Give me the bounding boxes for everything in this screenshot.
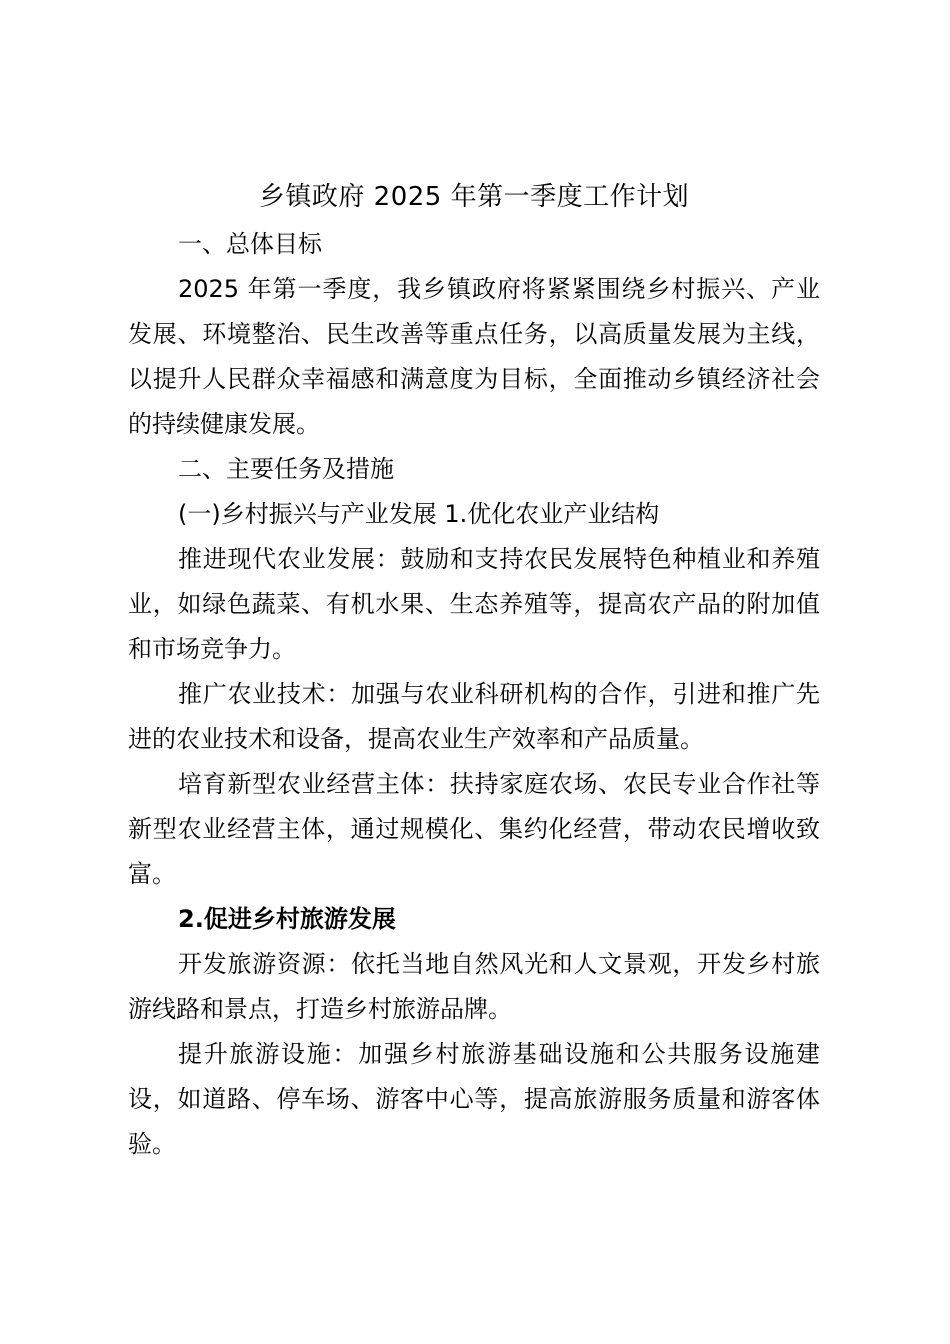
paragraph-tourism-facilities: 提升旅游设施：加强乡村旅游基础设施和公共服务设施建设，如道路、停车场、游客中心等，提高旅游服务质量和游客体验。: [128, 1040, 820, 1158]
paragraph-new-business-entities: 培育新型农业经营主体：扶持家庭农场、农民专业合作社等新型农业经营主体，通过规模化、集约化经营，带动农民增收致富。: [128, 770, 820, 888]
paragraph-agricultural-technology: 推广农业技术：加强与农业科研机构的合作，引进和推广先进的农业技术和设备，提高农业生产效率和产品质量。: [128, 680, 820, 753]
paragraph-tourism-resources: 开发旅游资源：依托当地自然风光和人文景观，开发乡村旅游线路和景点，打造乡村旅游品牌。: [128, 950, 820, 1023]
subsection-heading-rural-tourism: 2.促进乡村旅游发展: [178, 905, 396, 933]
paragraph-overall-goal: 2025 年第一季度，我乡镇政府将紧紧围绕乡村振兴、产业发展、环境整治、民生改善等重点任务，以高质量发展为主线，以提升人民群众幸福感和满意度为目标，全面推动乡镇经济社会的持续健康发展。: [128, 275, 820, 438]
document-title: 乡镇政府 2025 年第一季度工作计划: [258, 182, 690, 212]
document-page: [128, 172, 820, 1167]
section-heading-overall-goal: 一、总体目标: [178, 230, 322, 258]
subsection-heading-rural-revitalization: (一)乡村振兴与产业发展 1.优化农业产业结构: [178, 500, 660, 528]
paragraph-modern-agriculture: 推进现代农业发展：鼓励和支持农民发展特色种植业和养殖业，如绿色蔬菜、有机水果、生态养殖等，提高农产品的附加值和市场竞争力。: [128, 545, 820, 663]
section-heading-main-tasks: 二、主要任务及措施: [178, 455, 394, 483]
